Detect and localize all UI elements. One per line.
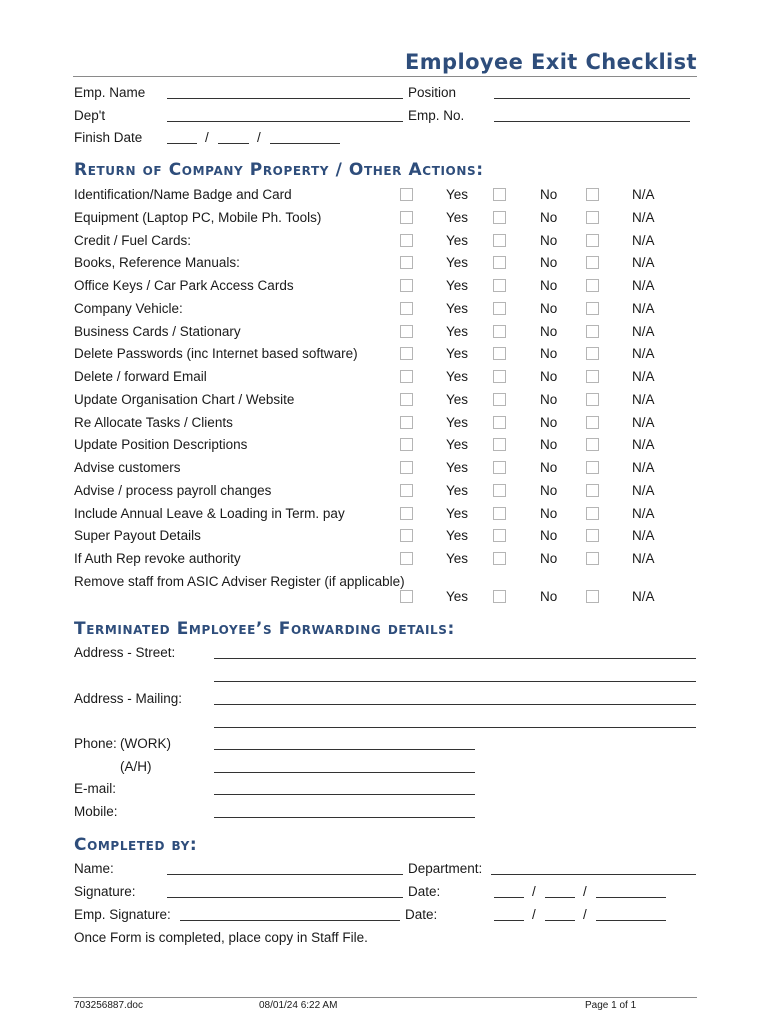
checkbox-yes[interactable] — [400, 529, 413, 542]
option-label-no: No — [540, 391, 558, 407]
title-divider — [73, 76, 697, 77]
checkbox-na[interactable] — [586, 211, 599, 224]
emp-signature-date-day-field[interactable] — [494, 920, 524, 921]
option-label-no: No — [540, 346, 558, 362]
checkbox-yes[interactable] — [400, 302, 413, 315]
option-label-yes: Yes — [446, 588, 469, 604]
checkbox-na[interactable] — [586, 393, 599, 406]
page-title: Employee Exit Checklist — [405, 50, 697, 74]
checkbox-no[interactable] — [493, 234, 506, 247]
checklist-item-label: Update Organisation Chart / Website — [74, 391, 295, 407]
checkbox-yes[interactable] — [400, 552, 413, 565]
option-label-no: No — [540, 187, 558, 202]
option-label-na: N/A — [632, 414, 655, 430]
option-label-no: No — [540, 209, 558, 225]
checkbox-yes[interactable] — [400, 507, 413, 520]
option-label-na: N/A — [632, 346, 655, 362]
option-label-yes: Yes — [446, 278, 469, 293]
emp-no-label: Emp. No. — [408, 108, 465, 123]
option-label-yes: Yes — [446, 528, 469, 544]
option-label-na: N/A — [632, 232, 655, 248]
option-label-yes: Yes — [446, 505, 469, 521]
option-label-no: No — [540, 588, 558, 604]
finish-date-year-field[interactable] — [270, 143, 340, 144]
option-label-yes: Yes — [446, 551, 469, 566]
forwarding-heading-text: Terminated Employee’s Forwarding details: — [74, 619, 455, 639]
signature-date-label: Date: — [408, 884, 441, 899]
option-label-no: No — [540, 232, 558, 248]
checkbox-yes[interactable] — [400, 279, 413, 292]
option-label-na: N/A — [632, 369, 655, 384]
emp-signature-label: Emp. Signature: — [74, 907, 171, 922]
checkbox-no[interactable] — [493, 256, 506, 269]
checkbox-no[interactable] — [493, 507, 506, 520]
finish-date-label: Finish Date — [74, 130, 143, 145]
checkbox-yes[interactable] — [400, 438, 413, 451]
checklist-item-label: Re Allocate Tasks / Clients — [74, 414, 233, 430]
checkbox-na[interactable] — [586, 302, 599, 315]
finish-date-month-field[interactable] — [218, 143, 249, 144]
option-label-na: N/A — [632, 588, 655, 604]
option-label-no: No — [540, 278, 558, 293]
date-separator: / — [205, 130, 209, 145]
checkbox-yes[interactable] — [400, 211, 413, 224]
checkbox-yes[interactable] — [400, 393, 413, 406]
option-label-no: No — [540, 482, 558, 498]
checkbox-na[interactable] — [586, 416, 599, 429]
checkbox-no[interactable] — [493, 438, 506, 451]
address-street-field[interactable] — [214, 658, 696, 659]
checklist-item-label: Remove staff from ASIC Adviser Register (if applicable) — [74, 573, 405, 589]
option-label-yes: Yes — [446, 300, 469, 316]
option-label-no: No — [540, 460, 558, 475]
address-street-field-2[interactable] — [214, 681, 696, 682]
option-label-na: N/A — [632, 482, 655, 498]
completed-by-heading — [74, 835, 197, 855]
option-label-na: N/A — [632, 528, 655, 544]
option-label-na: N/A — [632, 187, 655, 202]
checklist-item-label: Equipment (Laptop PC, Mobile Ph. Tools) — [74, 209, 322, 225]
option-label-no: No — [540, 528, 558, 544]
option-label-yes: Yes — [446, 369, 469, 384]
checklist-item-label: If Auth Rep revoke authority — [74, 551, 241, 566]
checklist-item-label: Advise customers — [74, 460, 181, 475]
checkbox-yes[interactable] — [400, 370, 413, 383]
phone-work-label: (WORK) — [120, 736, 171, 751]
date-separator: / — [257, 130, 261, 145]
checkbox-na[interactable] — [586, 507, 599, 520]
option-label-na: N/A — [632, 551, 655, 566]
signature-date-year-field[interactable] — [596, 897, 666, 898]
checkbox-no[interactable] — [493, 325, 506, 338]
return-property-heading-text: Return of Company Property / Other Actions: — [74, 160, 484, 180]
checkbox-na[interactable] — [586, 484, 599, 497]
option-label-na: N/A — [632, 278, 655, 293]
option-label-yes: Yes — [446, 437, 469, 453]
option-label-na: N/A — [632, 391, 655, 407]
checklist-item-label: Books, Reference Manuals: — [74, 255, 240, 271]
date-separator: / — [583, 884, 587, 899]
checkbox-yes[interactable] — [400, 461, 413, 474]
checkbox-yes[interactable] — [400, 188, 413, 201]
emp-name-field[interactable] — [167, 98, 403, 99]
position-label: Position — [408, 85, 457, 100]
phone-ah-label: (A/H) — [120, 759, 152, 774]
option-label-yes: Yes — [446, 232, 469, 248]
option-label-no: No — [540, 369, 558, 384]
position-field[interactable] — [494, 98, 690, 99]
option-label-yes: Yes — [446, 209, 469, 225]
checkbox-na[interactable] — [586, 461, 599, 474]
dept-label: Dep't — [74, 108, 106, 123]
option-label-na: N/A — [632, 505, 655, 521]
checkbox-na[interactable] — [586, 529, 599, 542]
checkbox-no[interactable] — [493, 302, 506, 315]
forwarding-heading — [74, 619, 455, 639]
checkbox-na[interactable] — [586, 347, 599, 360]
footer-divider — [73, 997, 697, 998]
footer-doc-name: 703256887.doc — [74, 1000, 143, 1011]
emp-signature-date-month-field[interactable] — [545, 920, 575, 921]
checklist-item-label: Include Annual Leave & Loading in Term. pay — [74, 505, 345, 521]
checklist-item-label: Delete / forward Email — [74, 369, 207, 384]
option-label-no: No — [540, 437, 558, 453]
emp-signature-field[interactable] — [180, 920, 400, 921]
checkbox-yes[interactable] — [400, 484, 413, 497]
completed-name-field[interactable] — [167, 874, 403, 875]
checkbox-na[interactable] — [586, 234, 599, 247]
mobile-field[interactable] — [214, 817, 475, 818]
checkbox-na[interactable] — [586, 590, 599, 603]
checkbox-yes[interactable] — [400, 256, 413, 269]
checklist-item-label: Delete Passwords (inc Internet based software) — [74, 346, 358, 362]
checkbox-yes[interactable] — [400, 590, 413, 603]
checklist-item-label: Credit / Fuel Cards: — [74, 232, 192, 248]
address-street-label: Address - Street: — [74, 645, 176, 660]
address-mailing-label: Address - Mailing: — [74, 691, 183, 706]
checkbox-na[interactable] — [586, 438, 599, 451]
checkbox-na[interactable] — [586, 188, 599, 201]
checkbox-na[interactable] — [586, 279, 599, 292]
checkbox-no[interactable] — [493, 461, 506, 474]
address-mailing-field[interactable] — [214, 704, 696, 705]
option-label-yes: Yes — [446, 346, 469, 362]
option-label-yes: Yes — [446, 460, 469, 475]
checkbox-no[interactable] — [493, 484, 506, 497]
signature-label: Signature: — [74, 884, 136, 899]
checkbox-na[interactable] — [586, 325, 599, 338]
emp-signature-date-label: Date: — [405, 907, 438, 922]
checkbox-yes[interactable] — [400, 416, 413, 429]
signature-date-month-field[interactable] — [545, 897, 575, 898]
checkbox-no[interactable] — [493, 347, 506, 360]
footer-page-number: Page 1 of 1 — [585, 1000, 637, 1011]
checkbox-no[interactable] — [493, 416, 506, 429]
emp-no-field[interactable] — [494, 121, 690, 122]
completed-name-label: Name: — [74, 861, 114, 876]
checklist-item-label: Office Keys / Car Park Access Cards — [74, 278, 294, 293]
option-label-yes: Yes — [446, 187, 469, 202]
checkbox-na[interactable] — [586, 256, 599, 269]
option-label-no: No — [540, 551, 558, 566]
dept-field[interactable] — [167, 121, 403, 122]
date-separator: / — [532, 907, 536, 922]
phone-label: Phone: — [74, 736, 117, 751]
checkbox-na[interactable] — [586, 552, 599, 565]
checkbox-no[interactable] — [493, 393, 506, 406]
finish-date-day-field[interactable] — [167, 143, 197, 144]
option-label-no: No — [540, 300, 558, 316]
checklist-item-label: Company Vehicle: — [74, 300, 183, 316]
phone-work-field[interactable] — [214, 749, 475, 750]
option-label-yes: Yes — [446, 323, 469, 339]
completion-note: Once Form is completed, place copy in Staff File. — [74, 930, 368, 945]
department-label: Department: — [408, 861, 483, 876]
department-field[interactable] — [491, 874, 696, 875]
checkbox-yes[interactable] — [400, 234, 413, 247]
option-label-na: N/A — [632, 437, 655, 453]
option-label-no: No — [540, 255, 558, 271]
checklist-item-label: Update Position Descriptions — [74, 437, 248, 453]
checkbox-yes[interactable] — [400, 325, 413, 338]
checkbox-na[interactable] — [586, 370, 599, 383]
option-label-na: N/A — [632, 255, 655, 271]
checklist-item-label: Super Payout Details — [74, 528, 201, 544]
mobile-label: Mobile: — [74, 804, 118, 819]
date-separator: / — [583, 907, 587, 922]
phone-ah-field[interactable] — [214, 772, 475, 773]
option-label-na: N/A — [632, 460, 655, 475]
checkbox-yes[interactable] — [400, 347, 413, 360]
checkbox-no[interactable] — [493, 529, 506, 542]
return-property-heading — [74, 160, 484, 180]
checkbox-no[interactable] — [493, 590, 506, 603]
checkbox-no[interactable] — [493, 279, 506, 292]
option-label-yes: Yes — [446, 414, 469, 430]
option-label-no: No — [540, 323, 558, 339]
option-label-na: N/A — [632, 209, 655, 225]
option-label-na: N/A — [632, 300, 655, 316]
checkbox-no[interactable] — [493, 211, 506, 224]
checkbox-no[interactable] — [493, 552, 506, 565]
option-label-yes: Yes — [446, 391, 469, 407]
checkbox-no[interactable] — [493, 188, 506, 201]
emp-signature-date-year-field[interactable] — [596, 920, 666, 921]
option-label-no: No — [540, 414, 558, 430]
date-separator: / — [532, 884, 536, 899]
checklist-item-label: Identification/Name Badge and Card — [74, 187, 292, 202]
option-label-yes: Yes — [446, 482, 469, 498]
footer-timestamp: 08/01/24 6:22 AM — [259, 1000, 338, 1011]
address-mailing-field-2[interactable] — [214, 727, 696, 728]
option-label-yes: Yes — [446, 255, 469, 271]
completed-by-heading-text: Completed by: — [74, 835, 198, 855]
email-field[interactable] — [214, 794, 475, 795]
emp-name-label: Emp. Name — [74, 85, 146, 100]
signature-field[interactable] — [167, 897, 403, 898]
option-label-no: No — [540, 505, 558, 521]
checkbox-no[interactable] — [493, 370, 506, 383]
signature-date-day-field[interactable] — [494, 897, 524, 898]
option-label-na: N/A — [632, 323, 655, 339]
checklist-item-label: Business Cards / Stationary — [74, 323, 241, 339]
email-label: E-mail: — [74, 781, 117, 796]
checklist-item-label: Advise / process payroll changes — [74, 482, 272, 498]
